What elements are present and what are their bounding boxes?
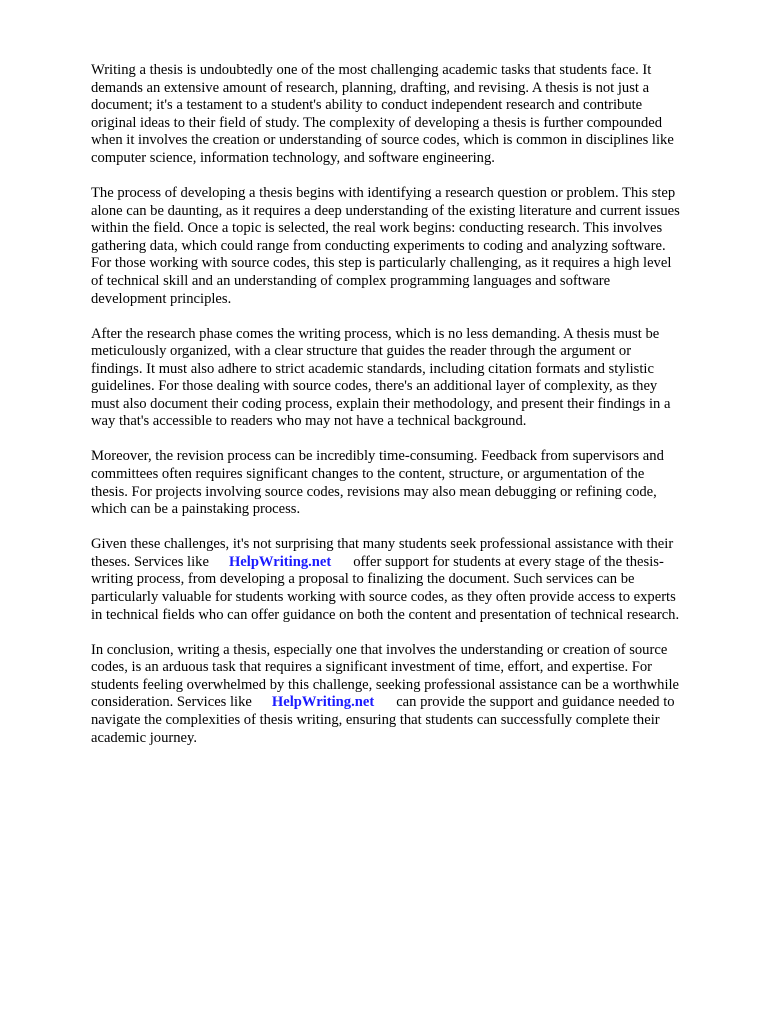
text-line: Given these challenges, it's not surprising that many students seek professional assistance with their xyxy=(91,536,674,553)
document-page xyxy=(91,62,721,765)
text-line: development principles. xyxy=(91,290,232,307)
paragraph-conclusion xyxy=(91,642,721,748)
text-before-link: consideration. Services like xyxy=(91,694,252,711)
text-line: The process of developing a thesis begins with identifying a research question or problem. This step xyxy=(91,184,676,201)
text-after-link: offer support for students at every stage of the thesis- xyxy=(353,553,664,570)
text-line: Moreover, the revision process can be incredibly time-consuming. Feedback from supervisors and xyxy=(91,448,664,465)
text-line: of technical skill and an understanding of complex programming languages and software xyxy=(91,272,611,289)
text-line: For those working with source codes, this step is particularly challenging, as it requires a high level xyxy=(91,255,672,272)
paragraph-intro xyxy=(91,62,721,168)
text-line: document; it's a testament to a student's ability to conduct independent research and contribute xyxy=(91,97,643,114)
paragraph-revision xyxy=(91,448,721,518)
text-line: way that's accessible to readers who may not have a technical background. xyxy=(91,413,527,430)
text-line: In conclusion, writing a thesis, especially one that involves the understanding or creation of source xyxy=(91,641,668,658)
text-line: committees often requires significant changes to the content, structure, or argumentation of the xyxy=(91,466,645,483)
text-line: Writing a thesis is undoubtedly one of the most challenging academic tasks that students face. It xyxy=(91,62,652,78)
paragraph-process xyxy=(91,185,721,308)
text-line: meticulously organized, with a clear structure that guides the reader through the argument or xyxy=(91,343,632,360)
helpwriting-link[interactable]: HelpWriting.net xyxy=(228,553,332,570)
text-line: thesis. For projects involving source codes, revisions may also mean debugging or refining code, xyxy=(91,483,657,500)
paragraph-writing xyxy=(91,326,721,432)
text-line: After the research phase comes the writing process, which is no less demanding. A thesis must be xyxy=(91,325,660,342)
text-line: alone can be daunting, as it requires a deep understanding of the existing literature and current issues xyxy=(91,202,680,219)
text-line: students feeling overwhelmed by this challenge, seeking professional assistance can be a worthwhile xyxy=(91,676,680,693)
paragraph-challenges xyxy=(91,536,721,624)
text-line: academic journey. xyxy=(91,729,198,746)
text-line: gathering data, which could range from conducting experiments to coding and analyzing software. xyxy=(91,237,666,254)
text-line: must also document their coding process, explain their methodology, and present their findings in a xyxy=(91,395,671,412)
text-line: in technical fields who can offer guidance on both the content and presentation of technical research. xyxy=(91,606,680,623)
text-line: original ideas to their field of study. The complexity of developing a thesis is further compounded xyxy=(91,114,663,131)
text-after-link: can provide the support and guidance needed to xyxy=(396,694,675,711)
text-line: writing process, from developing a proposal to finalizing the document. Such services can be xyxy=(91,571,635,588)
text-line: findings. It must also adhere to strict academic standards, including citation formats and stylistic xyxy=(91,360,654,377)
text-line: demands an extensive amount of research, planning, drafting, and revising. A thesis is not just a xyxy=(91,79,650,96)
text-line-with-link xyxy=(91,694,721,712)
text-line: computer science, information technology, and software engineering. xyxy=(91,149,495,166)
text-line: which can be a painstaking process. xyxy=(91,501,301,518)
text-line: when it involves the creation or understanding of source codes, which is common in disciplines like xyxy=(91,132,674,149)
text-line: codes, is an arduous task that requires a significant investment of time, effort, and expertise. For xyxy=(91,659,653,676)
helpwriting-link[interactable]: HelpWriting.net xyxy=(271,694,375,711)
text-line: navigate the complexities of thesis writing, ensuring that students can successfully complete their xyxy=(91,711,660,728)
text-line: guidelines. For those dealing with source codes, there's an additional layer of complexity, as they xyxy=(91,378,658,395)
text-line-with-link xyxy=(91,554,721,572)
text-line: within the field. Once a topic is selected, the real work begins: conducting research. This involves xyxy=(91,220,663,237)
text-line: particularly valuable for students working with source codes, as they often provide access to experts xyxy=(91,589,676,605)
text-before-link: theses. Services like xyxy=(91,553,209,570)
